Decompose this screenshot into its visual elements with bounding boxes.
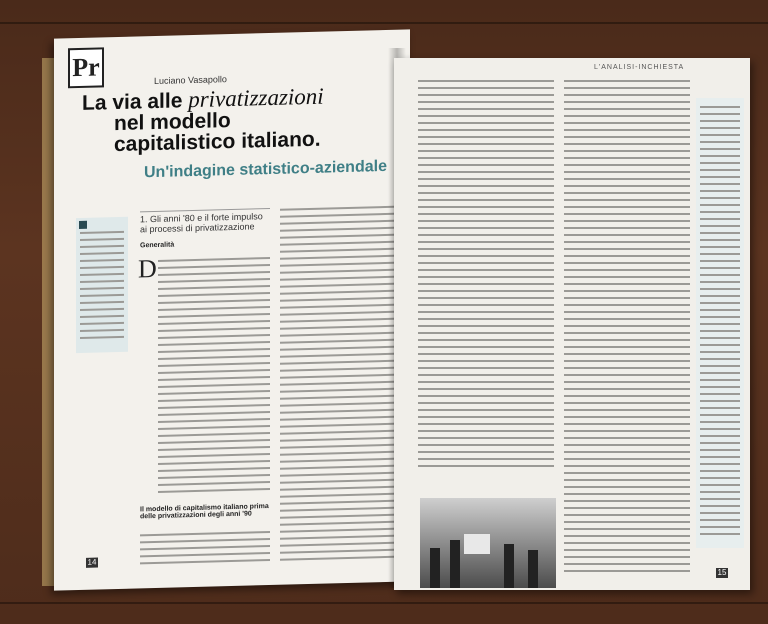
wood-grain	[0, 22, 768, 24]
right-page	[394, 58, 750, 590]
author: Luciano Vasapollo	[154, 74, 227, 87]
page-number-left: 14	[87, 557, 97, 567]
section-subheading: Generalità	[140, 241, 175, 250]
title-line3: capitalistico italiano.	[114, 127, 321, 157]
magazine	[34, 28, 752, 594]
person-silhouette	[430, 548, 440, 588]
column1-text-bottom	[140, 531, 270, 569]
note-text	[80, 231, 124, 344]
person-silhouette	[528, 550, 538, 588]
notes-sidebar	[696, 98, 744, 548]
title-line2: nel modello	[114, 109, 231, 136]
title-line1a: La via alle	[82, 89, 189, 115]
wood-grain	[0, 602, 768, 604]
note-badge	[79, 221, 87, 229]
magazine-logo: Pr	[68, 47, 104, 88]
protest-sign	[464, 534, 490, 554]
article-title	[82, 84, 402, 156]
box-title: Il modello di capitalismo italiano prima delle privatizzazioni degli anni '90	[140, 503, 269, 521]
title-line1b: privatizzazioni	[188, 83, 324, 113]
person-silhouette	[450, 540, 460, 588]
column4-text	[564, 80, 690, 577]
author-note	[76, 217, 128, 353]
left-page	[54, 29, 410, 590]
column2-text	[280, 206, 398, 566]
column1-text	[158, 257, 270, 498]
page-number-right: 15	[717, 568, 727, 577]
drop-cap: D	[138, 253, 157, 284]
notes-text	[700, 106, 740, 540]
person-silhouette	[504, 544, 514, 588]
protest-photo	[420, 498, 556, 588]
section-heading: 1. Gli anni '80 e il forte impulso ai processi di privatizzazione	[140, 208, 270, 234]
section-header: L'ANALISI-INCHIESTA	[594, 64, 685, 71]
article-subtitle: Un'indagine statistico-aziendale	[144, 157, 387, 182]
column3-text	[418, 80, 554, 472]
